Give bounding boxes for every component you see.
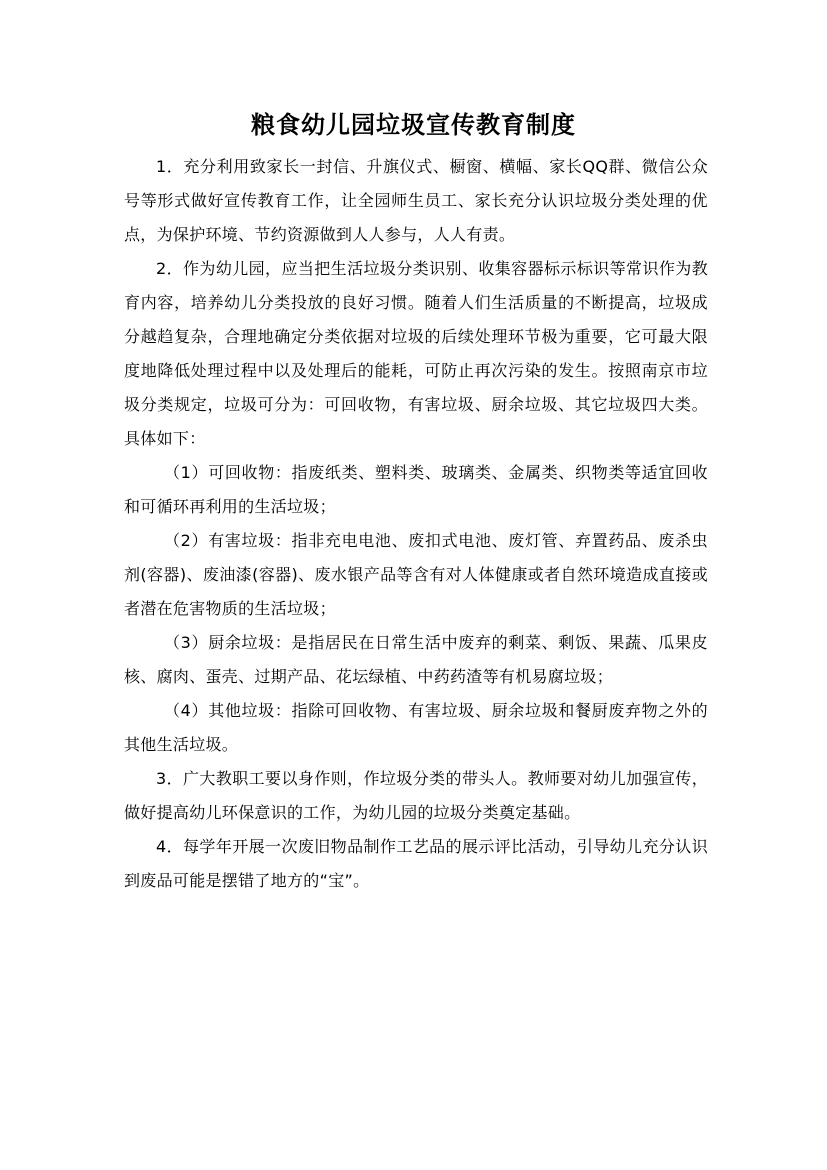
document-title: 粮食幼儿园垃圾宣传教育制度 <box>251 110 576 139</box>
paragraph-kitchen-waste: （3）厨余垃圾：是指居民在日常生活中废弃的剩菜、剩饭、果蔬、瓜果皮核、腐肉、蛋壳、过期产品、花坛绿植、中药药渣等有机易腐垃圾； <box>124 633 708 686</box>
document-body <box>124 150 708 898</box>
paragraph-other-waste: （4）其他垃圾：指除可回收物、有害垃圾、厨余垃圾和餐厨废弃物之外的其他生活垃圾。 <box>124 701 708 754</box>
paragraph-2: 2．作为幼儿园，应当把生活垃圾分类识别、收集容器标示标识等常识作为教育内容，培养幼儿分类投放的良好习惯。随着人们生活质量的不断提高，垃圾成分越趋复杂，合理地确定分类依据对垃圾的后续处理环节极为重要，它可最大限度地降低处理过程中以及处理后的能耗，可防止再次污染的发生。按照南京市垃圾分类规定，垃圾可分为：可回收物，有害垃圾、厨余垃圾、其它垃圾四大类。具体如下： <box>124 259 708 448</box>
paragraph-1: 1．充分利用致家长一封信、升旗仪式、橱窗、横幅、家长QQ群、微信公众号等形式做好宣传教育工作，让全园师生员工、家长充分认识垃圾分类处理的优点，为保护环境、节约资源做到人人参与，人人有责。 <box>124 157 708 244</box>
paragraph-hazardous-waste: （2）有害垃圾：指非充电电池、废扣式电池、废灯管、弃置药品、废杀虫剂(容器)、废油漆(容器)、废水银产品等含有对人体健康或者自然环境造成直接或者潜在危害物质的生活垃圾； <box>124 531 708 618</box>
paragraph-recyclables: （1）可回收物：指废纸类、塑料类、玻璃类、金属类、织物类等适宜回收和可循环再利用的生活垃圾； <box>124 463 708 516</box>
paragraph-3: 3．广大教职工要以身作则，作垃圾分类的带头人。教师要对幼儿加强宣传，做好提高幼儿环保意识的工作，为幼儿园的垃圾分类奠定基础。 <box>124 769 708 822</box>
paragraph-4: 4．每学年开展一次废旧物品制作工艺品的展示评比活动，引导幼儿充分认识到废品可能是摆错了地方的“宝”。 <box>124 837 708 890</box>
